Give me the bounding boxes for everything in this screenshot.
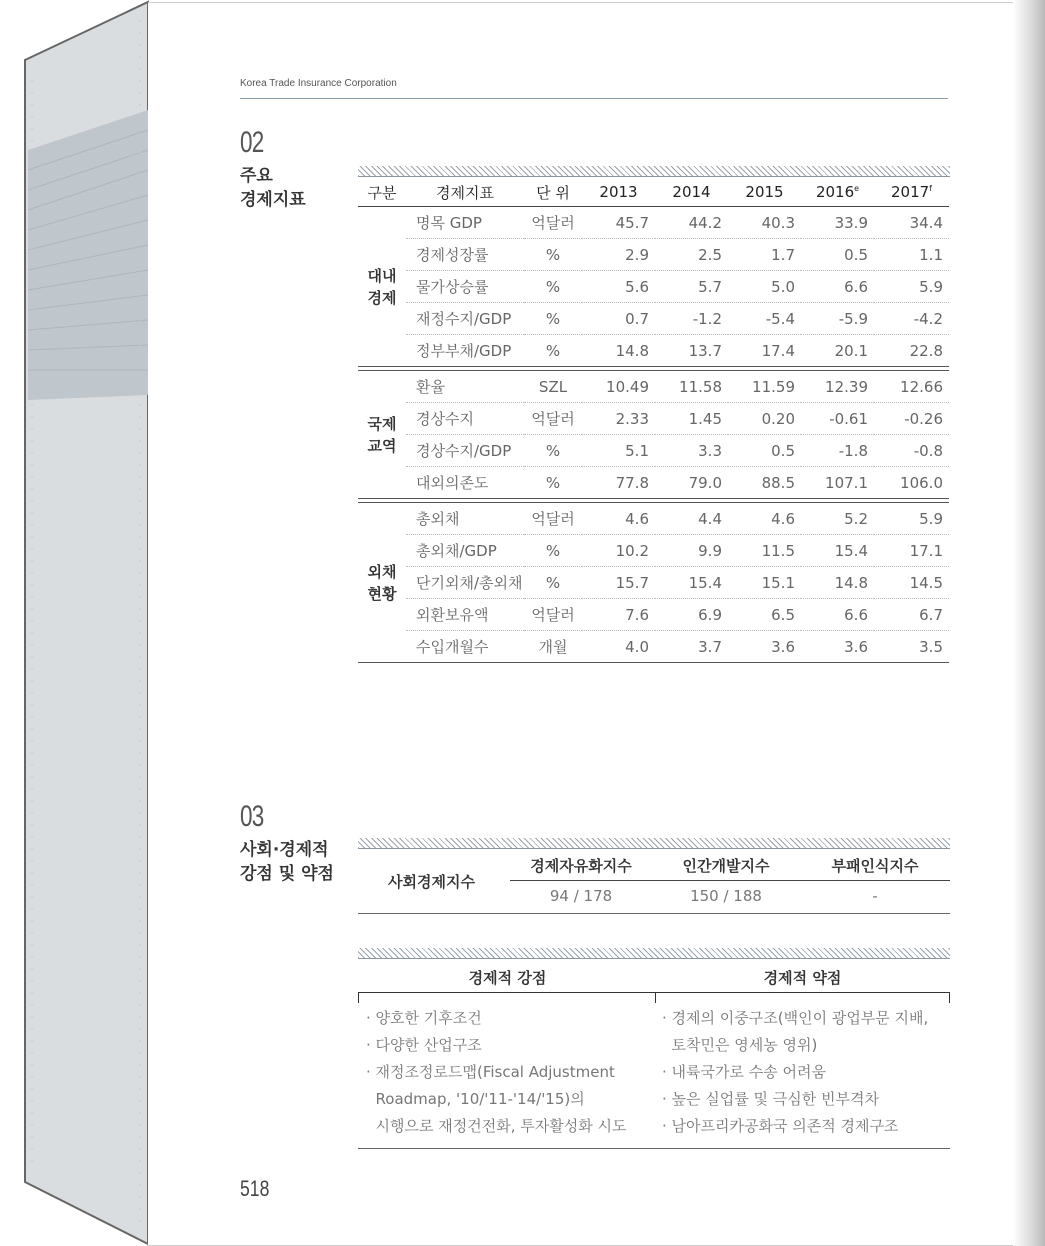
indicator-value: 88.5	[728, 467, 801, 499]
col-header: 2014	[655, 178, 728, 207]
indicator-name: 총외채/GDP	[406, 535, 524, 567]
group-label	[358, 371, 406, 499]
indicator-value: 6.5	[728, 599, 801, 631]
year-label: 2017	[890, 183, 930, 201]
section-02-title-line1: 주요	[240, 166, 273, 186]
indicator-value: -1.2	[655, 303, 728, 335]
indicator-unit: %	[524, 303, 582, 335]
col-header: 2015	[728, 178, 801, 207]
list-item: · 경제의 이중구조(백인이 광업부문 지배,	[662, 1009, 929, 1027]
table-row	[358, 599, 949, 631]
indicator-value: 3.5	[874, 631, 949, 663]
indicator-name: 경상수지/GDP	[406, 435, 524, 467]
table-row	[358, 503, 949, 535]
indicator-name: 대외의존도	[406, 467, 524, 499]
indicator-name: 명목 GDP	[406, 207, 524, 239]
section-02-title-line2: 경제지표	[240, 190, 306, 210]
section-03-title	[240, 838, 334, 886]
indicator-unit: %	[524, 467, 582, 499]
indicator-unit: %	[524, 335, 582, 367]
indicator-value: -0.8	[874, 435, 949, 467]
indicator-unit: %	[524, 271, 582, 303]
strengths-header: 경제적 강점	[468, 969, 547, 987]
indicator-unit: %	[524, 239, 582, 271]
table-hatch-bar	[358, 166, 950, 177]
indicator-value: 1.7	[728, 239, 801, 271]
socio-index-header: 부패인식지수	[831, 857, 919, 875]
indicator-value: 11.59	[728, 371, 801, 403]
indicator-value: 22.8	[874, 335, 949, 367]
indicator-value: 17.4	[728, 335, 801, 367]
list-item: 시행으로 재정건전화, 투자활성화 시도	[366, 1117, 627, 1135]
indicator-value: 44.2	[655, 207, 728, 239]
socio-index-value: 150 / 188	[690, 887, 762, 905]
indicator-value: 5.6	[582, 271, 655, 303]
table-row	[358, 435, 949, 467]
indicator-value: 2.5	[655, 239, 728, 271]
estimate-mark: e	[854, 184, 860, 193]
list-item: · 내륙국가로 수송 어려움	[662, 1063, 826, 1081]
indicator-value: 0.20	[728, 403, 801, 435]
indicator-value: 3.7	[655, 631, 728, 663]
indicator-name: 단기외채/총외채	[406, 567, 524, 599]
indicator-value: 15.4	[655, 567, 728, 599]
indicator-name: 총외채	[406, 503, 524, 535]
strengths-list	[366, 1005, 626, 1140]
indicator-value: -5.4	[728, 303, 801, 335]
indicator-value: 5.9	[874, 271, 949, 303]
indicator-value: 107.1	[801, 467, 874, 499]
running-head: Korea Trade Insurance Corporation	[240, 78, 397, 89]
table-row	[358, 303, 949, 335]
indicator-value: 5.7	[655, 271, 728, 303]
group-label-line: 현황	[367, 584, 397, 603]
indicator-value: 4.4	[655, 503, 728, 535]
indicator-value: -4.2	[874, 303, 949, 335]
indicator-value: 15.7	[582, 567, 655, 599]
table-row	[358, 535, 949, 567]
indicator-value: 0.7	[582, 303, 655, 335]
group-label-line: 대내	[367, 266, 397, 285]
socio-index-header: 경제자유화지수	[530, 857, 632, 875]
indicator-name: 수입개월수	[406, 631, 524, 663]
indicator-name: 정부부채/GDP	[406, 335, 524, 367]
indicator-value: 5.1	[582, 435, 655, 467]
indicator-value: 11.58	[655, 371, 728, 403]
indicator-value: 1.1	[874, 239, 949, 271]
indicator-value: 6.6	[801, 271, 874, 303]
indicator-value: 6.6	[801, 599, 874, 631]
table-row	[358, 371, 949, 403]
group-label-line: 국제	[367, 414, 397, 433]
table-row	[358, 271, 949, 303]
indicator-name: 외환보유액	[406, 599, 524, 631]
col-header: 단 위	[524, 178, 582, 207]
socio-index-value: 94 / 178	[549, 887, 613, 905]
page-edge-shadow	[1013, 0, 1045, 1246]
indicator-value: 4.6	[582, 503, 655, 535]
indicator-value: 4.0	[582, 631, 655, 663]
indicator-value: 12.66	[874, 371, 949, 403]
indicator-value: 15.1	[728, 567, 801, 599]
indicator-value: 14.8	[582, 335, 655, 367]
indicator-value: 6.7	[874, 599, 949, 631]
rule-tick	[358, 992, 359, 1003]
rule-tick	[655, 992, 656, 1003]
group-label-line: 외채	[367, 562, 397, 581]
indicator-value: 14.8	[801, 567, 874, 599]
indicator-value: -5.9	[801, 303, 874, 335]
year-label: 2016	[815, 183, 855, 201]
indicator-value: 34.4	[874, 207, 949, 239]
indicator-value: 5.9	[874, 503, 949, 535]
col-header: 2013	[582, 178, 655, 207]
table-row	[358, 467, 949, 499]
indicator-value: 7.6	[582, 599, 655, 631]
indicator-value: 17.1	[874, 535, 949, 567]
table-header-row	[358, 178, 949, 207]
socio-index-bottom-rule	[358, 913, 950, 914]
group-label-line: 경제	[367, 288, 397, 307]
group-label	[358, 503, 406, 663]
indicator-unit: 억달러	[524, 599, 582, 631]
table-row	[358, 567, 949, 599]
table-body	[358, 207, 949, 663]
table-row	[358, 631, 949, 663]
list-item: 토착민은 영세농 영위)	[662, 1036, 818, 1054]
indicator-unit: 억달러	[524, 403, 582, 435]
section-02-title	[240, 164, 306, 212]
indicator-value: 2.33	[582, 403, 655, 435]
indicator-value: 1.45	[655, 403, 728, 435]
weaknesses-list	[662, 1005, 928, 1140]
list-item: · 남아프리카공화국 의존적 경제구조	[662, 1117, 899, 1135]
indicator-unit: %	[524, 567, 582, 599]
indicator-unit: %	[524, 435, 582, 467]
indicator-name: 경상수지	[406, 403, 524, 435]
indicator-unit: 억달러	[524, 503, 582, 535]
indicator-unit: 억달러	[524, 207, 582, 239]
section-03-title-line2: 강점 및 약점	[240, 864, 334, 884]
indicator-unit: 개월	[524, 631, 582, 663]
col-header-2017	[874, 178, 949, 207]
indicator-value: 40.3	[728, 207, 801, 239]
table-row	[358, 239, 949, 271]
indicator-value: 13.7	[655, 335, 728, 367]
indicator-value: -0.61	[801, 403, 874, 435]
list-item: · 양호한 기후조건	[366, 1009, 482, 1027]
header-rule	[240, 98, 948, 99]
socio-index-header: 인간개발지수	[682, 857, 770, 875]
indicator-value: 14.5	[874, 567, 949, 599]
section-03-title-line1: 사회·경제적	[240, 840, 329, 860]
indicator-value: 3.3	[655, 435, 728, 467]
list-item: Roadmap, '10/'11-'14/'15)의	[366, 1090, 585, 1108]
indicator-name: 경제성장률	[406, 239, 524, 271]
indicator-value: 3.6	[728, 631, 801, 663]
indicator-name: 재정수지/GDP	[406, 303, 524, 335]
forecast-mark: f	[929, 184, 932, 193]
group-label	[358, 207, 406, 367]
indicator-value: 20.1	[801, 335, 874, 367]
socio-index-rule	[510, 880, 950, 881]
indicator-value: 0.5	[801, 239, 874, 271]
socio-index-label: 사회경제지수	[388, 873, 475, 891]
indicator-value: 106.0	[874, 467, 949, 499]
section-02-number: 02	[240, 126, 264, 159]
indicator-value: 10.49	[582, 371, 655, 403]
book-page-stack	[0, 0, 150, 1246]
col-header: 경제지표	[406, 178, 524, 207]
rule-tick	[949, 992, 950, 1003]
col-header: 구분	[358, 178, 406, 207]
indicator-value: 6.9	[655, 599, 728, 631]
socio-index-value: -	[872, 887, 878, 905]
list-item: · 높은 실업률 및 극심한 빈부격차	[662, 1090, 879, 1108]
list-item: · 재정조정로드맵(Fiscal Adjustment	[366, 1063, 615, 1081]
weaknesses-header: 경제적 약점	[763, 969, 842, 987]
indicator-value: 5.2	[801, 503, 874, 535]
indicator-value: 11.5	[728, 535, 801, 567]
indicator-value: 45.7	[582, 207, 655, 239]
indicator-value: 77.8	[582, 467, 655, 499]
indicator-value: 12.39	[801, 371, 874, 403]
indicator-value: 5.0	[728, 271, 801, 303]
indicator-unit: %	[524, 535, 582, 567]
indicator-value: 2.9	[582, 239, 655, 271]
col-header-2016	[801, 178, 874, 207]
indicator-value: -0.26	[874, 403, 949, 435]
indicator-value: 79.0	[655, 467, 728, 499]
indicator-value: 0.5	[728, 435, 801, 467]
socio-hatch-bar	[358, 838, 950, 849]
list-item: · 다양한 산업구조	[366, 1036, 482, 1054]
strengths-bottom-rule	[358, 1148, 950, 1149]
page-number: 518	[240, 1176, 270, 1201]
table-row	[358, 335, 949, 367]
indicator-value: 10.2	[582, 535, 655, 567]
indicator-value: -1.8	[801, 435, 874, 467]
table-row	[358, 207, 949, 239]
indicator-unit: SZL	[524, 371, 582, 403]
section-03-number: 03	[240, 800, 264, 833]
group-label-line: 교역	[367, 436, 397, 455]
indicator-value: 4.6	[728, 503, 801, 535]
strengths-hatch-bar	[358, 948, 950, 959]
table-row	[358, 403, 949, 435]
indicator-value: 15.4	[801, 535, 874, 567]
economic-indicators-table	[358, 178, 949, 663]
indicator-value: 3.6	[801, 631, 874, 663]
indicator-value: 33.9	[801, 207, 874, 239]
indicator-name: 물가상승률	[406, 271, 524, 303]
indicator-value: 9.9	[655, 535, 728, 567]
indicator-name: 환율	[406, 371, 524, 403]
strengths-rule	[358, 992, 950, 993]
